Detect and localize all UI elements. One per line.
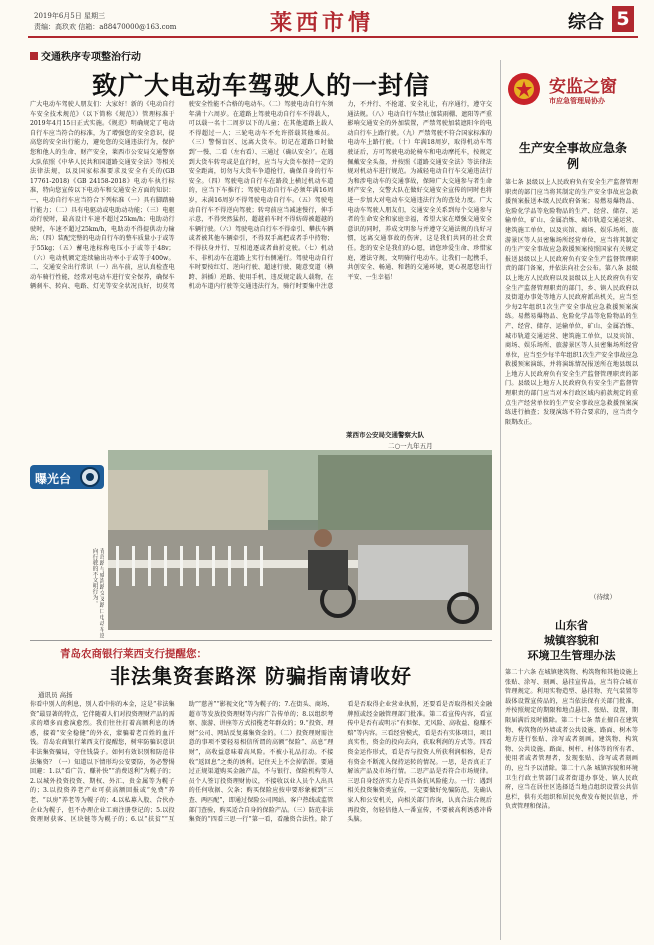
masthead: 莱西市情 xyxy=(270,10,375,36)
traffic-body: 广大电动车驾驶人朋友们：大家好！新的《电动自行车安全技术规范》（以下简称《规范》）管理标准于2019年4月15日正式实施。《规范》明确规定了电动自行车应当符合的标准，为了增强您的安全意识，提高您的安全出行能力，避免您的交通违法行为，保护您和他人的生命、财产安全，莱西市公安局交通警察大队依照《中华人民共和国道路交通安全法》等相关法律法规，以及国家标准要求及安全有关的(GB 17761-2018)《GB 24158-2018》电动车执行标准，特向您宣传以下电动车和交通安全方面的知识：一、电动自行车应当符合下列标准（一）具有脚踏骑行能力；（二）具有电驱动或电助动功能；（三）电驱动行驶时，最高设计车速不超过25km/h；电助动行驶时，车速不超过25km/h，电助动不得提供动力输出；（四）装配完整的电动自行车的整车质量小于或等于55kg；（五）蓄电池标称电压小于或等于48v；（六）电动机额定连续输出功率小于或等于400w。二、交通安全出行常识（一）出车前，应认真检查电动车骑行性能，经常对电动车进行安全保养，确保车辆刹车、转向、电路、灯光等安全状况良好，切莫驾驶安全性能不合格的电动车。（二）驾驶电动自行车须年满十六周岁。在道路上驾驶电动自行车不得载人，可以载一名十二周岁以下的儿童；在其他道路上载人不得超过一人；三轮电动车不允许搭载其他乘员。（三）警惕盲区、远离大货车。切记在道路口时做到‘一慢、二看（左右看）、三通过（确认安全）’。在遇到大货车转弯或是直行时，应当与大货车保持一定的安全距离，切勿与大货车争道抢行，确保自身的行车安全。（四）驾驶电动自行车在路段上横过机动车道的，应当下车推行；驾驶电动自行车必须年满16周岁，未满16周岁不得驾驶电动自行车。（五）驾驶电动自行车不得逆向驾驶；转弯前应当减速慢行，伸手示意，不得突然猛拐，超越前车时不得妨碍被超越的车辆行驶。（六）驾驶电动自行车不得牵引、攀扶车辆或者被其他车辆牵引，不得双手离把或者手中持物；不得扶身并行、互相追逐或者曲折竞驶。（七）机动车、非机动车在道路上实行右侧通行。驾驶电动自行车时要按红灯、逆向行驶、超速行驶、随意变道（横跨、斜插）逆路、使用手机、违反规定载人载物，在机动车道内行驶等交通违法行为，骑行时要集中注意力，不并行、不抢道、安全礼让，有序通行，遵守交通法规。（八）电动自行车禁止加装雨棚、遮阳等严重影响交通安全的外加装置，严禁驾驶加装遮阳伞的电动自行车上路行驶。（九）严禁驾驶不符合国家标准的电动车上路行驶。（十）年满18周岁，取得机动车驾驶证后，方可驾驶电动轮椅车和电动摩托车，按规定佩戴安全头盔，并按照《道路交通安全法》等法律法规对机动车进行规范。为减轻电动自行车交通违法行为和涉电动车的交通事故，保障广大交通参与者生命财产安全，交警大队在做好交通安全宣传的同时也将进一步加大对电动车交通违法行为的查处力度。广大电动车驾驶人朋友们，交通安全关系到每个交通参与者的生命安全和家庭幸福，希望大家在增强交通安全意识的同时，养成文明参与并遵守交通法规的良好习惯，远离交通事故的伤害，这是我们共同的社会责任。您的安全是我们的心愿，请您珍爱生命、珍惜家庭，遵法守规，文明骑行电动车。让我们一起携手，共创安全、畅通、和谐的交通环境，更心祝愿您出行平安、一生幸福！ xyxy=(30,101,492,291)
safety-regulation-title: 生产安全事故应急条例 xyxy=(518,141,627,171)
rural-title-line-1: 山东省 xyxy=(555,619,588,632)
rural-regulation-body: 第二十六条 在城镇建筑物、构筑物和其他设施上张贴、涂写、刻画、悬挂宣传品，应当符合城市管理规定。利用实物造型、悬挂物、充气装置等载体设置宣传品的，应当依法保有关部门批准，并按照规定的期限和地点悬挂、张贴、设置，期限届满后及时撤除。第二十七条 禁止擅自在建筑物、构筑物的外墙或者公共设施、路面、树木等地方进行张贴、涂写或者刻画。建筑物、构筑物、公共设施、路面、树杆、村体等的所有者、使用者或者管理者，发现张贴、涂写或者刻画的，应当予以清除。第二十八条 城镇容貌和环境卫生行政主管部门或者街道办事处、镇人民政府，应当在居住区选择适当地点组织设置公共信息栏，供有关组织和居民免费发布便民信息，并负责管理和保洁。 xyxy=(505,669,638,811)
safety-window-header xyxy=(505,64,639,116)
street-scene-illustration xyxy=(108,450,492,630)
exposure-label xyxy=(30,462,104,492)
safety-banner: 安监之窗 xyxy=(549,77,617,97)
rural-title-line-3: 环境卫生管理办法 xyxy=(527,649,616,662)
page-number: 5 xyxy=(616,8,630,30)
traffic-column-label: 交通秩序专项整治行动 xyxy=(30,48,141,63)
street-photo xyxy=(108,450,492,630)
bank-kicker: 青岛农商银行莱西支行提醒您： xyxy=(60,648,207,660)
rural-title-line-2: 城镇容貌和 xyxy=(544,634,599,647)
bank-headline: 非法集资套路深 防骗指南请收好 xyxy=(110,664,412,688)
traffic-headline: 致广大电动车驾驶人的一封信 xyxy=(91,71,430,100)
traffic-signature: 莱西市公安局交通警察大队 xyxy=(346,431,424,439)
section-title: 综合 xyxy=(568,12,604,33)
safety-subtitle: 市应急管理局协办 xyxy=(549,96,605,105)
rural-regulation-title xyxy=(505,618,638,663)
header-rule xyxy=(28,36,638,38)
issue-date: 2019年6月5日 星期三 xyxy=(34,12,105,20)
square-bullet-icon xyxy=(30,52,38,60)
safety-continued: （待续） xyxy=(590,593,616,601)
photo-caption: 青岛路与威海路交叉路口电动车逆向行驶的不文明行为。 xyxy=(91,548,104,638)
exposure-label-text: 曝光台 xyxy=(35,472,72,486)
page-number-badge xyxy=(612,6,634,32)
header xyxy=(0,0,654,40)
safety-regulation-body: 第七条 县级以上人民政府负有安全生产监督管理职责的部门应当将其制定的生产安全事故应急救援预案报送本级人民政府备案；易燃易爆物品、危险化学品等危险物品的生产、经营、储存、运输单位，矿山、金属冶炼、城市轨道交通运营、建筑施工单位，以及宾馆、商场、娱乐场所、旅游景区等人员密集场所经营单位，应当将其制定的生产安全事故应急救援预案按照国家有关规定报送县级以上人民政府负有安全生产监督管理职责的部门备案，并依法向社会公布。第八条 县级以上地方人民政府以及县级以上人民政府负有安全生产监督管理职责的部门，乡、镇人民政府以及街道办事处等地方人民政府派出机关，应当至少每2年组织1次生产安全事故应急救援预案演练。易燃易爆物品、危险化学品等危险物品的生产、经营、储存、运输单位，矿山、金属冶炼、城市轨道交通运营、建筑施工单位，以及宾馆、商场、娱乐场所、旅游景区等人员密集场所经营单位，应当至少每半年组织1次生产安全事故应急救援预案演练，并将演练情况报送所在地县级以上地方人民政府负有安全生产监督管理职责的部门。县级以上地方人民政府负有安全生产监督管理职责的部门应当对本行政区域内前款规定的重点生产经营单位的生产安全事故应急救援预案演练进行抽查；发现演练不符合要求的，应当责令限期改正。 xyxy=(505,179,638,426)
bank-section-rule xyxy=(30,640,492,641)
right-column-divider xyxy=(500,60,501,940)
editor-line: 责编：高玖欢 信箱：a88470000@163.com xyxy=(34,23,177,31)
national-emblem-icon xyxy=(507,72,541,106)
bank-byline: 通讯员 高扬 xyxy=(38,691,73,699)
bank-body: 你看中别人的利息，别人看中你的本金，这是“非法集资”最显著的特点，它伴随着人们对投资理财产品的需求的增多而愈演愈烈。我们往往打着高额利息的诱惑，接着“安全稳健”的外衣，蒙骗着老百姓的血汗钱。青岛农商银行莱西支行提醒您，树牢防骗识意识非法集资骗局，守住钱袋子。如何有效识别和防范非法集资？（一）知道以下情形均公安要防，务必警惕回避：1.以“看广告、赚补快”“消费返利”为幌子的；2.以城外投资投资、期权、外汇、贵金属等为幌子的；3.以投资养老产业可获高额回报或“免费”养老、“以房”养老等为幌子的；4.以私募入股、合伙办企业为幌子，但不办理企业工商注册登记的；5.以投资理财获客、区块链等为幌子的；6.以“扶贫”“互助”“慈善”“影视文化”等为幌子的；7.在街头、商场、超市等发放投资理财等内容广告传单的；8.以组织考察、旅游、讲座等方式招揽老年群众的；9.“投资、理财”公司、网站反复募集资金的。（二）投资理财需注意的事项不要轻易相信所谓的高额“保险”、高息“理财”，高收益意味着高风险。不被小礼品打动。不接收“返回息”之类的诱利。记住天上不会掉馅饼。要通过正规渠道购买金融产品，不与银行、保险机构等人员个人签订投资理财协议，不接收以业人员个人出具的任何收据、欠条；购买保险应按申要形象被到“三查、两匹配”，即通过保险公司网站、客户热线或监管部门查验，购买适合自身的保险产品。（三）防范非法集资的“四看三思一行”第一看，看融资合法性。除了看是否取得企业营业执照，还要看是否取得相关金融牌照或经金融管理部门批准。第二看宣传内容，看宣传中是否有或明示“有担保、无风险、高收益、稳赚不赔”等内容。三看经营模式，看是否有实体项目，项目真实性，资金的投向去向，获取利润的方式等。四看资金运作形式，看是否与投资人所获利润相称，是否有资金不断流入保持运转的情况。一思，是否真正了解该产品及市场行情。二思产品是否符合市场规律。三思自身经济实力是否具备抗风险能力。一行：遇到相关投资集资类宣传，一定要做好免骗防范，先确认家人和公安机关，向相关部门咨询，认真合法合规后再投资，勿轻信他人一番宣传，不要被高利诱惑冲昏头脑。 xyxy=(30,701,492,824)
traffic-signature-date: 二○一九年五月 xyxy=(388,442,433,450)
